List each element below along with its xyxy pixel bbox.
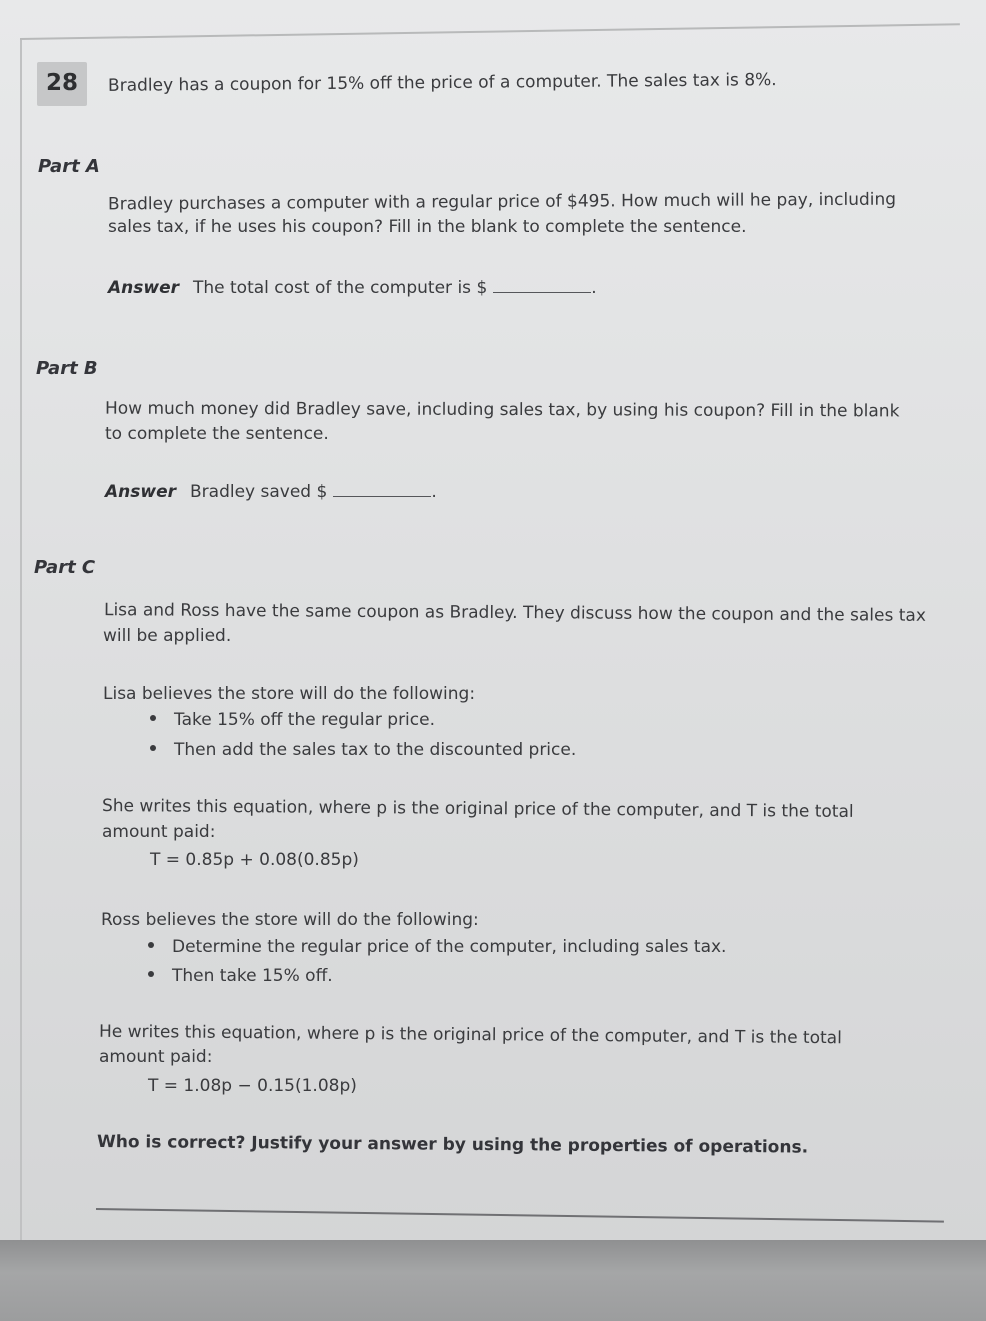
- ross-intro: Ross believes the store will do the following:: [101, 910, 479, 930]
- part-a-text-line2: sales tax, if he uses his coupon? Fill in the blank to complete the sentence.: [108, 217, 747, 237]
- part-a-answer: [108, 276, 597, 300]
- part-b-text-line1: How much money did Bradley save, including sales tax, by using his coupon? Fill in the blank: [104, 398, 900, 422]
- lisa-intro: Lisa believes the store will do the following:: [103, 684, 476, 704]
- part-b-text-line2: to complete the sentence.: [105, 424, 329, 444]
- part-b-answer-end: .: [431, 482, 437, 502]
- lisa-step-1-text: Take 15% off the regular price.: [174, 710, 435, 730]
- part-c-intro-line2: will be applied.: [103, 626, 232, 646]
- ross-eq-intro-line2: amount paid:: [99, 1047, 213, 1067]
- bullet-dot: [148, 971, 154, 977]
- ross-step-1-text: Determine the regular price of the computer, including sales tax.: [172, 937, 727, 957]
- lisa-step-2-text: Then add the sales tax to the discounted price.: [174, 740, 577, 760]
- ross-eq-intro-line1: He writes this equation, where p is the original price of the computer, and T is the total: [98, 1021, 842, 1049]
- part-a-text-line1: Bradley purchases a computer with a regular price of $495. How much will he pay, including: [107, 189, 897, 215]
- part-a-label: Part A: [38, 156, 100, 177]
- part-b-answer-text: Bradley saved $: [190, 482, 328, 502]
- ross-step-2: [148, 966, 333, 986]
- part-a-answer-blank[interactable]: [493, 278, 591, 293]
- lisa-equation: T = 0.85p + 0.08(0.85p): [150, 850, 359, 870]
- lisa-step-1: [150, 710, 435, 730]
- question-number: 28: [46, 70, 79, 96]
- frame-border-left: [20, 40, 22, 1240]
- part-a-answer-label: Answer: [108, 278, 179, 298]
- part-c-question: Who is correct? Justify your answer by using the properties of operations.: [96, 1132, 809, 1158]
- part-b-answer-label: Answer: [105, 482, 176, 502]
- ross-equation: T = 1.08p − 0.15(1.08p): [148, 1076, 357, 1096]
- part-b-answer: [105, 480, 437, 504]
- lisa-step-2: [150, 740, 576, 760]
- question-stem: Bradley has a coupon for 15% off the price of a computer. The sales tax is 8%.: [107, 70, 777, 96]
- part-a-answer-text: The total cost of the computer is $: [193, 278, 488, 298]
- bullet-dot: [150, 715, 156, 721]
- lisa-eq-intro-line2: amount paid:: [102, 822, 216, 842]
- bullet-dot: [150, 745, 156, 751]
- part-b-answer-blank[interactable]: [333, 482, 431, 497]
- ross-step-2-text: Then take 15% off.: [172, 966, 333, 986]
- page-edge-shadow: [0, 1240, 986, 1321]
- part-b-label: Part B: [36, 358, 98, 379]
- ross-step-1: [148, 937, 726, 957]
- part-a-answer-end: .: [591, 278, 597, 298]
- part-c-intro-line1: Lisa and Ross have the same coupon as Bradley. They discuss how the coupon and the sales tax: [103, 600, 926, 626]
- bullet-dot: [148, 942, 154, 948]
- part-c-label: Part C: [34, 557, 96, 578]
- lisa-eq-intro-line1: She writes this equation, where p is the original price of the computer, and T is the total: [101, 796, 854, 822]
